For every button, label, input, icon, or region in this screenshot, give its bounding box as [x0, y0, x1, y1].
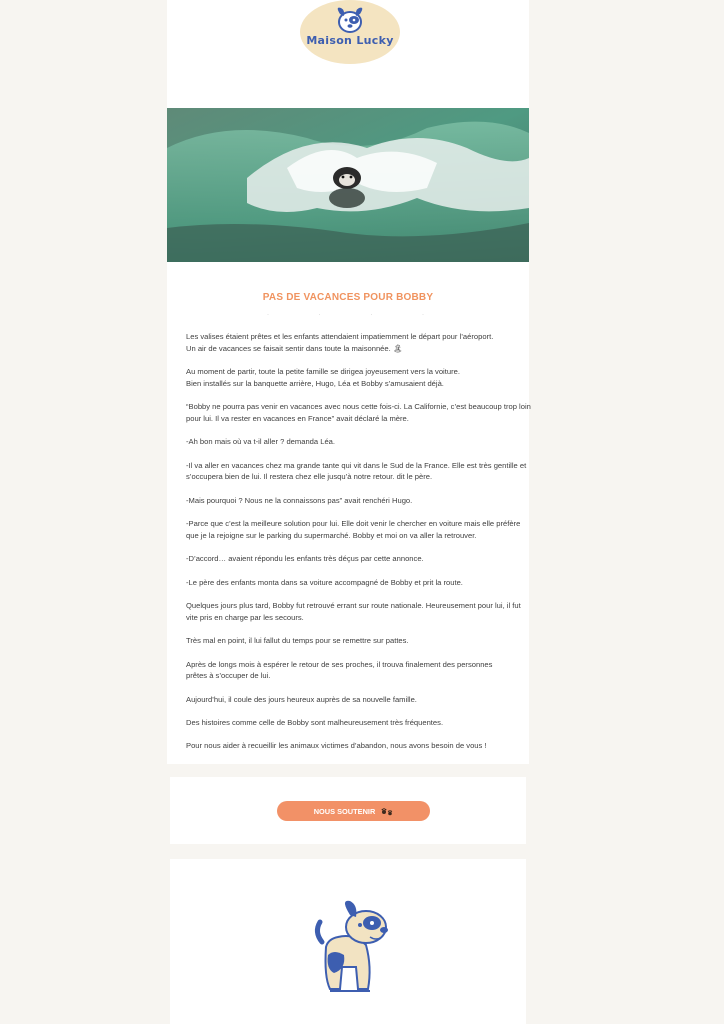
- header: [167, 0, 529, 108]
- footer: [170, 859, 526, 1024]
- paw-prints-icon: [381, 807, 393, 816]
- paragraph: Pour nous aider à recueillir les animaux victimes d’abandon, nous avons besoin de vous !: [186, 741, 487, 751]
- paragraph: Les valises étaient prêtes et les enfants attendaient impatiemment le départ pour l’aéroport. Un air de vacances se faisait sentir dans toute la maisonnée. 🏝: [186, 332, 494, 353]
- article-card: [167, 262, 529, 764]
- dog-logo-icon: [330, 4, 370, 38]
- dog-mascot-icon: [310, 897, 396, 997]
- article-title: PAS DE VACANCES POUR BOBBY: [262, 292, 434, 303]
- paragraph: “Bobby ne pourra pas venir en vacances avec nous cette fois-ci. La Californie, c’est beaucoup trop loin pour lui. Il va rester en vacances en France” avait déclaré la mère.: [186, 402, 531, 423]
- paragraph: Quelques jours plus tard, Bobby fut retrouvé errant sur route nationale. Heureusement pour lui, il fut vite pris en charge par les secours.: [186, 601, 521, 622]
- support-button[interactable]: [277, 801, 430, 821]
- paragraph: Des histoires comme celle de Bobby sont malheureusement très fréquentes.: [186, 718, 444, 727]
- article-body: [186, 331, 532, 764]
- paragraph: -Mais pourquoi ? Nous ne la connaissons pas” avait renchéri Hugo.: [186, 495, 413, 505]
- paragraph: Au moment de partir, toute la petite famille se dirigea joyeusement vers la voiture. Bien installés sur la banquette arrière, Hugo, Léa et Bobby s’amusaient déjà.: [186, 367, 460, 388]
- support-button-label: NOUS SOUTENIR: [313, 806, 376, 816]
- cta-card: [170, 777, 526, 844]
- brand-logo-text: Maison Lucky: [306, 34, 394, 47]
- brand-logo[interactable]: [300, 0, 400, 64]
- paragraph: Après de longs mois à espérer le retour de ses proches, il trouva finalement des personnes prêtes à s’occuper de lui.: [186, 659, 493, 681]
- paragraph: -Ah bon mais où va t-il aller ? demanda Léa.: [186, 437, 336, 447]
- paragraph: -Parce que c’est la meilleure solution pour lui. Elle doit venir le chercher en voiture mais elle préfère que je la rejoigne sur le parking du supermarché. Bobby et moi on va aller la retrouver.: [186, 519, 521, 540]
- hero-image: [167, 108, 529, 262]
- paragraph: Très mal en point, il lui fallut du temps pour se remettre sur pattes.: [186, 636, 409, 646]
- paragraph: Aujourd’hui, il coule des jours heureux auprès de sa nouvelle famille.: [186, 694, 417, 704]
- paragraph: -Le père des enfants monta dans sa voiture accompagné de Bobby et prit la route.: [186, 577, 463, 587]
- paragraph: -Il va aller en vacances chez ma grande tante qui vit dans le Sud de la France. Elle est très gentille et s’occupera bien de lui. Il restera chez elle jusqu’à notre retour. dit le père.: [186, 460, 527, 482]
- decorative-divider: · · · ·: [267, 312, 448, 318]
- paragraph: -D’accord… avaient répondu les enfants très déçus par cette annonce.: [186, 554, 424, 564]
